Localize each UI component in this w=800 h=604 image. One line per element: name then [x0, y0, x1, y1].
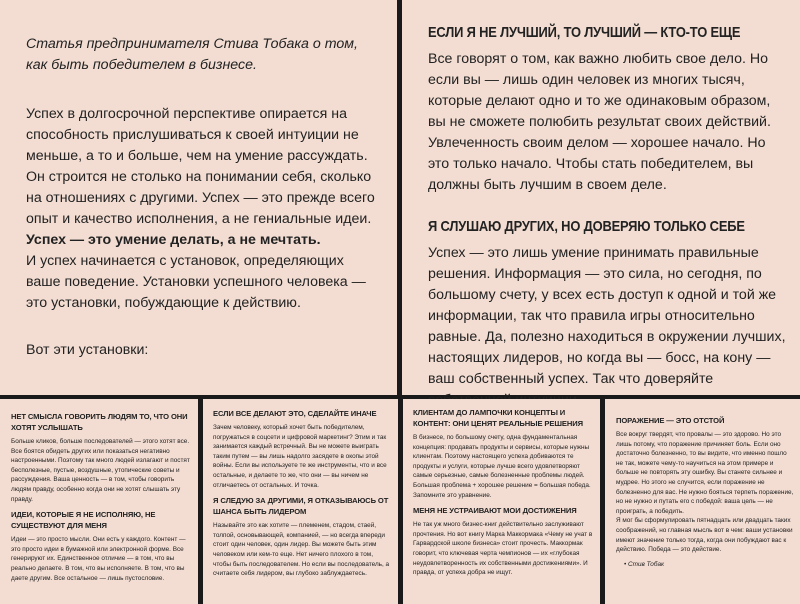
section-heading: ПОРАЖЕНИЕ — ЭТО ОТСТОЙ: [616, 416, 725, 425]
rule-text-1: Все говорят о том, как важно любить свое дело. Но если вы — лишь один человек из многих тысяч, которые делают одно и то же одинаковым образом, вы не сможете полюбить результат своих действий. Увлеченность своим делом — хорошее начало. Но это только начало. Чтобы стать победителем, вы должны быть лучшим в своем деле.: [428, 51, 771, 193]
section-text: Зачем человеку, который хочет быть победителем, погружаться в соцсети и цифровой маркетинг? Этим и так занимается каждый встречный. Вы не можете выиграть таким путем — вы лишь надолго засядете в окопы этой войны. Если вы используете те же инструменты, что и все остальные, и делаете то же, что они — вы ничем не отличаетесь от остальных. И точка.: [213, 424, 387, 489]
section-text: Не так уж много бизнес-книг действительно заслуживают прочтения. Но вот книгу Марка Маккормака «Чему не учат в Гарвардской школе бизнеса» стоит прочесть. Маккормак говорит, что ключевая черта чемпионов — их «глубокая неудовлетворенность их собственными достижениями». И правда, от успеха добра не ищут.: [413, 521, 593, 577]
section-text: В бизнесе, по большому счету, одна фундаментальная концепция: продавать продукты и сервисы, которые нужны клиентам. Поэтому настоящего успеха добиваются те продукты и услуги, которые лучше всего удовлетворяют самые серьезные, самые болезненные проблемы людей. Большая проблема + хорошее решение = большая победа. Запомните это уравнение.: [413, 434, 591, 499]
author-signature: • Стив Тобак: [624, 560, 665, 568]
intro-paragraph-text: Успех в долгосрочной перспективе опирается на способность прислушиваться к своей интуиции не меньше, а то и больше, чем на умение рассуждать. Он строится не столько на понимании себя, сколько на отношениях с другими. Успех — это прежде всего опыт и качество исполнения, а не гениальные идеи.: [26, 106, 375, 227]
rules-panel: [402, 0, 800, 395]
article-lead: Статья предпринимателя Стива Тобака о том, как быть победителем в бизнесе.: [26, 36, 358, 73]
intro-closing: Вот эти установки:: [26, 342, 149, 358]
rule-heading-2: Я СЛУШАЮ ДРУГИХ, НО ДОВЕРЯЮ ТОЛЬКО СЕБЕ: [428, 218, 745, 235]
section-text: Идеи — это просто мысли. Они есть у каждого. Контент — это просто идеи в бумажной или электронной форме. Все генерируют их. Единственное отличие — в том, что вы реально делаете. В том, что вы исполняете. В том, что вы даете другим. Все остальное — лишь пустословие.: [11, 536, 186, 582]
section-heading: КЛИЕНТАМ ДО ЛАМПОЧКИ КОНЦЕПТЫ И КОНТЕНТ: ОНИ ЦЕНЯТ РЕАЛЬНЫЕ РЕШЕНИЯ: [413, 408, 583, 428]
intro-paragraph-2: И успех начинается с установок, определяющих ваше поведение. Установки успешного человека — это установки, побуждающие к действию.: [26, 253, 366, 311]
intro-panel: [0, 0, 397, 395]
column-panel-4: [605, 399, 800, 604]
column-panel-1: [0, 399, 198, 604]
section-heading: МЕНЯ НЕ УСТРАИВАЮТ МОИ ДОСТИЖЕНИЯ: [413, 506, 577, 516]
rule-heading-1: ЕСЛИ Я НЕ ЛУЧШИЙ, ТО ЛУЧШИЙ — КТО-ТО ЕЩЕ: [428, 24, 741, 41]
section-heading: ИДЕИ, КОТОРЫЕ Я НЕ ИСПОЛНЯЮ, НЕ СУЩЕСТВУЮТ ДЛЯ МЕНЯ: [11, 510, 156, 531]
section-text: Все вокруг твердят, что провалы — это здорово. Но это лишь потому, что поражение причиняет боль. Если оно достаточно болезненно, то вы видите, что именно пошло не так, можете чему-то научиться на этом примере и больше не повторять эту ошибку. Вы станете сильнее и мудрее. Но этого не случится, если поражение не болезненно для вас. Не нужно бояться терпеть поражение, но не нужно и путать его с победой: ваша цель — не проиграть, а победить. Я мог бы сформулировать пятнадцать или двадцать таких соображений, но главная мысль вот в чем: ваши установки имеют значение только тогда, когда они побуждают вас к действию. Победа — это действие.: [616, 431, 794, 554]
column-panel-2: [203, 399, 398, 604]
section-heading: Я СЛЕДУЮ ЗА ДРУГИМИ, Я ОТКАЗЫВАЮСЬ ОТ ШАНСА БЫТЬ ЛИДЕРОМ: [213, 496, 389, 517]
column-panel-3: [403, 399, 600, 604]
section-text: Называйте это как хотите — племенем, стадом, стаей, толпой, основывающей, компанией, — но всегда впереди стоит один человек, один лидер. Вы можете быть этим человеком или кем-то еще. Нет ничего плохого в том, чтобы быть последователем. Но если вы последователь, а считаете себя лидером, вы глубоко заблуждаетесь.: [213, 522, 390, 578]
rule-text-2: Успех — это лишь умение принимать правильные решения. Информация — это сила, но сегодня, по большому счету, у всех есть доступ к одной и той же информации, так что правила игры относительно равные. Да, полезно находиться в окружении лучших, настоящих лидеров, но когда вы — босс, на кону — ваш собственный успех. Так что доверяйте: [428, 245, 786, 387]
section-text: Больше кликов, больше последователей — этого хотят все. Все боятся обидеть других или показаться негативно настроенными. Поэтому так много людей излагают и постят бесполезные, пустые, воздушные, утопические советы и рассуждения. Ваша ценность — в том, чтобы говорить людям правду, особенно когда они не хотят слышать эту правду.: [11, 438, 190, 503]
section-heading: ЕСЛИ ВСЕ ДЕЛАЮТ ЭТО, СДЕЛАЙТЕ ИНАЧЕ: [213, 409, 377, 418]
section-heading: НЕТ СМЫСЛА ГОВОРИТЬ ЛЮДЯМ ТО, ЧТО ОНИ ХОТЯТ УСЛЫШАТЬ: [11, 412, 188, 432]
intro-paragraph: [26, 104, 375, 251]
intro-paragraph-bold: Успех — это умение делать, а не мечтать.: [26, 232, 321, 248]
